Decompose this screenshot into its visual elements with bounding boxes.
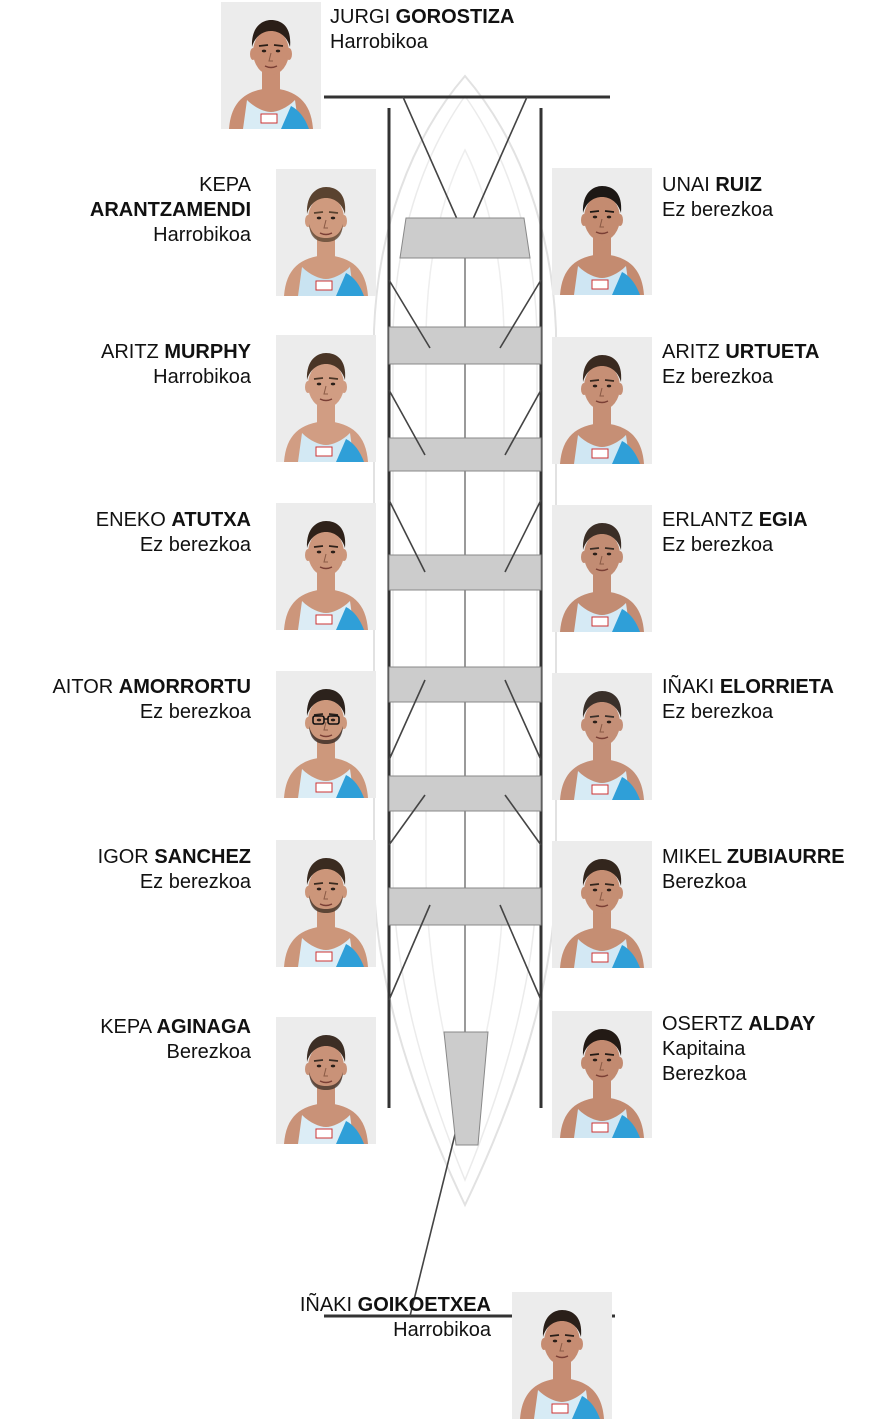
status: Harrobikoa bbox=[393, 1319, 491, 1341]
photo-sanchez bbox=[276, 840, 376, 967]
last-name: ELORRIETA bbox=[719, 676, 834, 698]
label-aginaga bbox=[100, 1015, 251, 1065]
first-name: ENEKO bbox=[95, 509, 166, 531]
status: Berezkoa bbox=[166, 1041, 251, 1063]
first-name: ARITZ bbox=[662, 341, 720, 363]
label-arantzamendi bbox=[90, 173, 251, 248]
last-name: SANCHEZ bbox=[154, 846, 251, 868]
first-name: KEPA bbox=[199, 174, 251, 196]
first-name: OSERTZ bbox=[662, 1013, 743, 1035]
photo-zubiaurre bbox=[552, 841, 652, 968]
status: Ez berezkoa bbox=[662, 366, 774, 388]
last-name: GOROSTIZA bbox=[395, 6, 515, 28]
photo-arantzamendi bbox=[276, 169, 376, 296]
status: Ez berezkoa bbox=[139, 871, 251, 893]
photo-ruiz bbox=[552, 168, 652, 295]
status: Ez berezkoa bbox=[662, 701, 774, 723]
status: Berezkoa bbox=[662, 1063, 747, 1085]
status: Harrobikoa bbox=[153, 366, 251, 388]
seat-2 bbox=[389, 327, 541, 364]
first-name: IÑAKI bbox=[299, 1294, 353, 1316]
photo-alday bbox=[552, 1011, 652, 1138]
label-ruiz bbox=[662, 173, 773, 223]
last-name: ZUBIAURRE bbox=[726, 846, 845, 868]
photo-murphy bbox=[276, 335, 376, 462]
photo-egia bbox=[552, 505, 652, 632]
photo-gorostiza bbox=[221, 2, 321, 129]
last-name: ALDAY bbox=[748, 1013, 816, 1035]
label-sanchez bbox=[98, 845, 251, 895]
last-name: AGINAGA bbox=[156, 1016, 251, 1038]
seat-3 bbox=[389, 438, 541, 471]
status: Harrobikoa bbox=[330, 31, 428, 53]
label-zubiaurre bbox=[662, 845, 845, 895]
label-atutxa bbox=[96, 508, 251, 558]
last-name: GOIKOETXEA bbox=[357, 1294, 491, 1316]
photo-amorrortu bbox=[276, 671, 376, 798]
photo-aginaga bbox=[276, 1017, 376, 1144]
last-name: ATUTXA bbox=[171, 509, 251, 531]
first-name: ARITZ bbox=[100, 341, 159, 363]
photo-goikoetxea bbox=[512, 1292, 612, 1419]
first-name: JURGI bbox=[330, 6, 390, 28]
seat-6 bbox=[389, 776, 541, 811]
last-name: RUIZ bbox=[715, 174, 763, 196]
first-name: IÑAKI bbox=[662, 676, 715, 698]
first-name: KEPA bbox=[100, 1016, 151, 1038]
seat-7 bbox=[389, 888, 541, 925]
rudder bbox=[444, 1032, 488, 1145]
label-urtueta bbox=[662, 340, 819, 390]
label-gorostiza bbox=[330, 5, 514, 55]
status: Ez berezkoa bbox=[139, 534, 251, 556]
label-alday bbox=[662, 1012, 815, 1087]
first-name: MIKEL bbox=[662, 846, 722, 868]
seat-4 bbox=[389, 555, 541, 590]
label-amorrortu bbox=[52, 675, 251, 725]
first-name: IGOR bbox=[97, 846, 149, 868]
last-name: AMORRORTU bbox=[118, 676, 251, 698]
status: Ez berezkoa bbox=[139, 701, 251, 723]
seat-5 bbox=[389, 667, 541, 702]
label-murphy bbox=[101, 340, 251, 390]
status: Ez berezkoa bbox=[662, 199, 774, 221]
first-name: ERLANTZ bbox=[662, 509, 754, 531]
photo-elorrieta bbox=[552, 673, 652, 800]
label-egia bbox=[662, 508, 808, 558]
last-name: MURPHY bbox=[164, 341, 251, 363]
photo-atutxa bbox=[276, 503, 376, 630]
role: Kapitaina bbox=[662, 1038, 746, 1060]
first-name: UNAI bbox=[662, 174, 710, 196]
last-name: ARANTZAMENDI bbox=[89, 199, 251, 221]
label-goikoetxea bbox=[300, 1293, 491, 1343]
label-elorrieta bbox=[662, 675, 834, 725]
status: Harrobikoa bbox=[153, 224, 251, 246]
first-name: AITOR bbox=[52, 676, 114, 698]
status: Ez berezkoa bbox=[662, 534, 774, 556]
status: Berezkoa bbox=[662, 871, 747, 893]
seat-1 bbox=[400, 218, 530, 258]
last-name: URTUETA bbox=[725, 341, 820, 363]
last-name: EGIA bbox=[758, 509, 808, 531]
photo-urtueta bbox=[552, 337, 652, 464]
